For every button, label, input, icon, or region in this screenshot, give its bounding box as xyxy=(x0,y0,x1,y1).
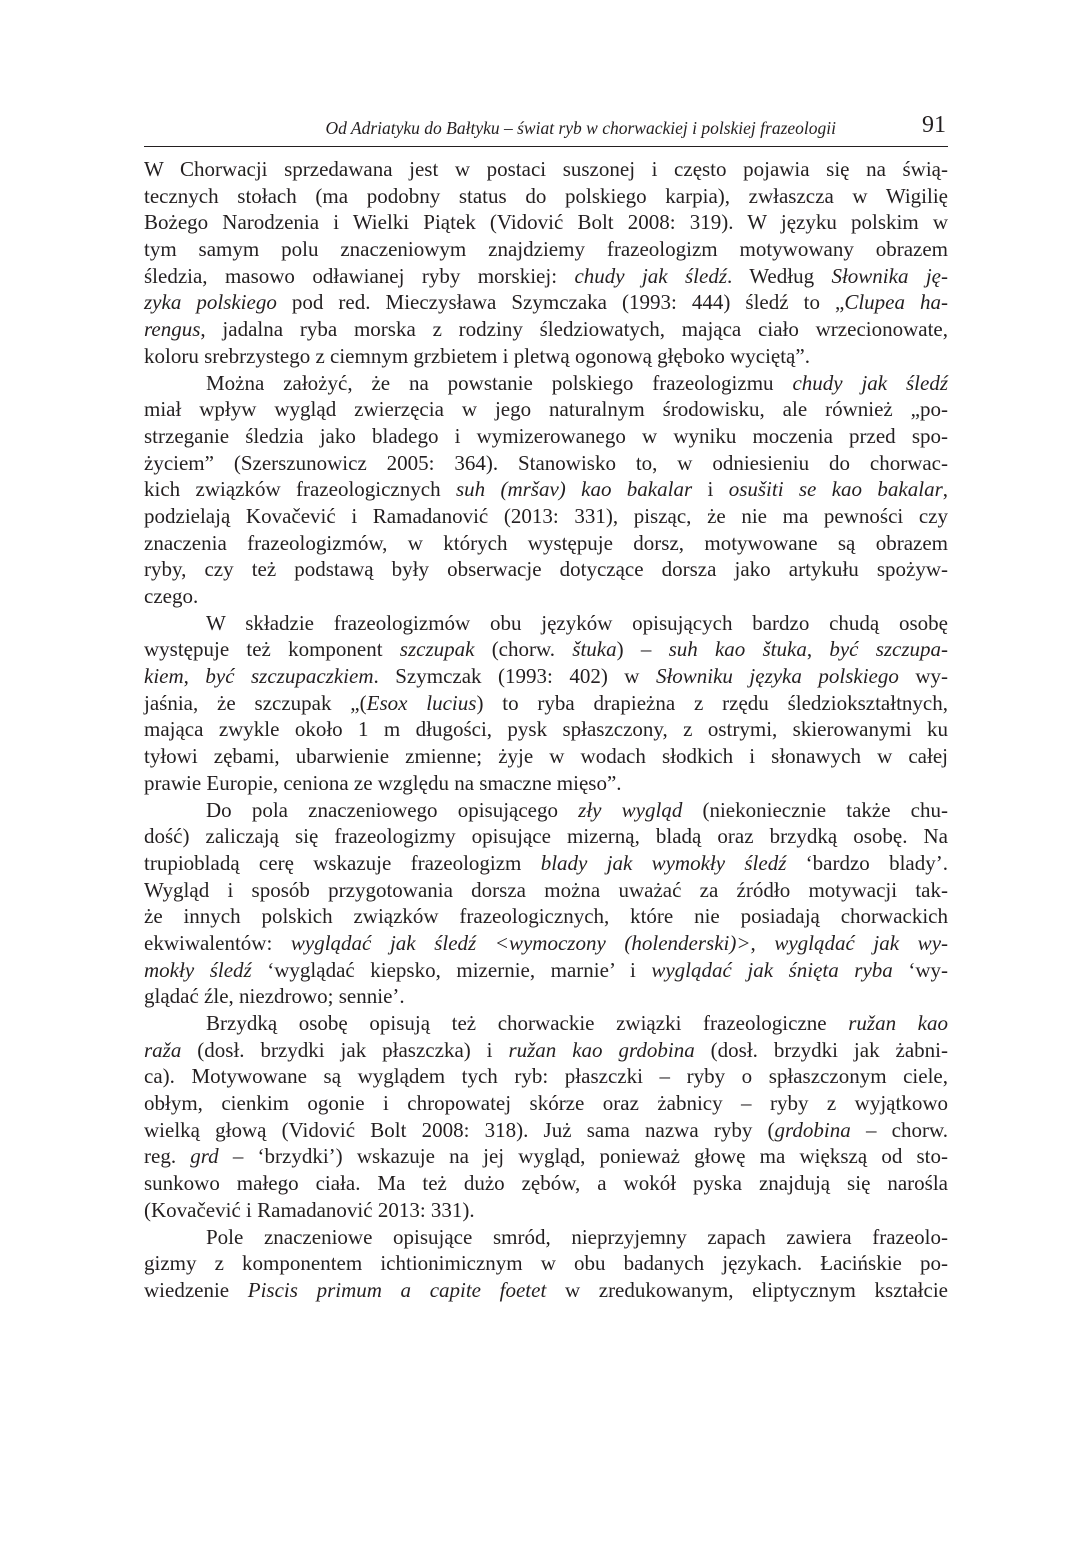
text-run: Bożego Narodzenia i Wielki Piątek (Vidović Bolt 2008: 319). W języku polskim w xyxy=(144,210,948,235)
text-run: życiem” (Szerszunowicz 2005: 364). Stanowisko to, w odniesieniu do chorwac- xyxy=(144,450,948,475)
text-run: wiedzenie xyxy=(144,1277,248,1302)
text-line xyxy=(144,797,948,824)
paragraph xyxy=(144,797,948,1011)
text-line xyxy=(144,983,948,1010)
text-line xyxy=(144,663,948,690)
text-line xyxy=(144,1037,948,1064)
italic-term: osušiti se kao bakalar xyxy=(728,477,943,502)
text-run: (dosł. brzydki jak płaszczka) i xyxy=(181,1037,509,1062)
text-run: Brzydką osobę opisują też chorwackie związki frazeologiczne xyxy=(206,1011,849,1035)
text-line xyxy=(144,770,948,797)
text-line xyxy=(144,396,948,423)
text-run: W składzie frazeologizmów obu języków opisujących bardzo chudą osobę xyxy=(206,610,948,635)
text-run: ‘wy- xyxy=(892,957,948,982)
italic-term: kiem xyxy=(144,664,184,689)
italic-term: Esox lucius xyxy=(366,690,477,715)
text-run: (chorw. xyxy=(474,637,573,662)
italic-term: zły wygląd xyxy=(578,797,683,822)
text-line xyxy=(144,1090,948,1117)
text-run: , xyxy=(183,664,206,689)
italic-term: suh (mršav) kao bakalar xyxy=(455,477,693,502)
text-run: tecznych stołach (ma podobny status do polskiego karpia), zwłaszcza w Wigilię xyxy=(144,183,948,208)
text-line xyxy=(144,236,948,263)
text-run: Można założyć, że na powstanie polskiego frazeologizmu xyxy=(206,370,793,395)
paragraph xyxy=(144,370,948,610)
text-run: koloru srebrzystego z ciemnym grzbietem i pletwą ogonową głęboko wyciętą”. xyxy=(144,343,810,368)
text-run: , xyxy=(942,477,948,502)
italic-term: szczupak xyxy=(399,637,475,662)
text-run: – chorw. xyxy=(850,1117,948,1142)
text-run: dość) zaliczają się frazeologizmy opisujące mizerną, bladą oraz brzydką osobę. Na xyxy=(144,824,948,849)
italic-term: ružan kao xyxy=(848,1011,948,1035)
text-line xyxy=(144,877,948,904)
text-line xyxy=(144,743,948,770)
text-line xyxy=(144,183,948,210)
text-line xyxy=(144,1143,948,1170)
text-line xyxy=(144,1170,948,1197)
running-header xyxy=(144,112,948,147)
text-line xyxy=(144,530,948,557)
running-title: Od Adriatyku do Bałtyku – świat ryb w chorwackiej i polskiej frazeologii xyxy=(325,118,836,138)
italic-term: rengus xyxy=(144,317,201,342)
text-run: ‘wyglądać kiepsko, mizernie, marnie’ i xyxy=(251,957,652,982)
text-run: podzielają Kovačević i Ramadanović (2013: 331), pisząc, że nie ma pewności czy xyxy=(144,503,948,528)
text-line xyxy=(144,1063,948,1090)
text-run: , xyxy=(750,930,775,955)
text-run: ) – xyxy=(616,637,669,662)
italic-term: grdobina xyxy=(774,1117,851,1142)
italic-term: blady jak wymokły śledź xyxy=(540,850,787,875)
italic-term: Słowniku języka polskiego xyxy=(655,664,899,689)
text-run: obłym, cienkim ogonie i chropowatej skórze oraz żabnicy – ryby z wyjątkowo xyxy=(144,1091,948,1116)
paragraph xyxy=(144,610,948,797)
italic-term: Słownika ję- xyxy=(831,263,949,288)
italic-term: wyglądać jak śledź <wymoczony (holenderski)> xyxy=(290,930,751,955)
text-run: czego. xyxy=(144,584,199,608)
paragraph xyxy=(144,156,948,370)
italic-term: być szczupaczkiem xyxy=(205,664,374,689)
text-line xyxy=(144,156,948,183)
text-run: śledzia, masowo odławianej ryby morskiej: xyxy=(144,263,575,288)
text-line xyxy=(144,503,948,530)
text-run: Wygląd i sposób przygotowania dorsza można uważać za źródło motywacji tak- xyxy=(144,877,948,902)
text-run: glądać źle, niezdrowo; sennie’. xyxy=(144,984,405,1009)
text-run: strzeganie śledzia jako bladego i wymizerowanego w wyniku moczenia przed spo- xyxy=(144,423,948,448)
text-run: sunkowo małego ciała. Ma też dużo zębów, a wokół pyska znajdują się narośla xyxy=(144,1171,948,1196)
text-run: ‘bardzo blady’. xyxy=(786,850,948,875)
text-line xyxy=(144,610,948,637)
text-run: ryby, czy też podstawą były obserwacje dotyczące dorsza jako artykułu spożyw- xyxy=(144,557,948,582)
text-line xyxy=(144,1197,948,1224)
text-run: kich związków frazeologicznych xyxy=(144,477,456,502)
text-run: reg. xyxy=(144,1144,191,1169)
text-line xyxy=(144,823,948,850)
text-run: – ‘brzydki’) wskazuje na jej wygląd, ponieważ głowę ma większą od sto- xyxy=(218,1144,948,1169)
italic-term: być szczupa- xyxy=(829,637,949,662)
text-line xyxy=(144,556,948,583)
body-text xyxy=(144,156,948,1304)
italic-term: ružan kao grdobina xyxy=(508,1037,695,1062)
text-line xyxy=(144,850,948,877)
text-line xyxy=(144,476,948,503)
text-run: Do pola znaczeniowego opisującego xyxy=(206,797,579,822)
text-line xyxy=(144,316,948,343)
text-line xyxy=(144,450,948,477)
italic-term: Piscis primum a capite foetet xyxy=(247,1277,547,1302)
text-run: wielką głową (Vidović Bolt 2008: 318). Już sama nazwa ryby ( xyxy=(144,1117,775,1142)
text-line xyxy=(144,343,948,370)
text-run: tyłowi zębami, ubarwienie zmienne; żyje w wodach słodkich i słonawych w całej xyxy=(144,744,948,769)
text-run: wy- xyxy=(898,664,948,689)
text-run: Pole znaczeniowe opisujące smród, nieprzyjemny zapach zawiera frazeolo- xyxy=(206,1224,948,1249)
italic-term: zyka polskiego xyxy=(144,290,277,315)
text-run: tym samym polu znaczeniowym znajdziemy frazeologizm motywowany obrazem xyxy=(144,237,948,262)
text-run: ) to ryba drapieżna z rzędu śledziokształtnych, xyxy=(476,690,948,715)
text-run: . Według xyxy=(727,263,832,288)
text-line xyxy=(144,1224,948,1251)
text-run: występuje też komponent xyxy=(144,637,400,662)
italic-term: chudy jak śledź xyxy=(574,263,728,288)
italic-term: Clupea ha- xyxy=(844,290,949,315)
text-line xyxy=(144,1010,948,1037)
italic-term: raža xyxy=(144,1037,182,1062)
text-run: że innych polskich związków frazeologicznych, które nie posiadają chorwackich xyxy=(144,904,948,929)
text-line xyxy=(144,209,948,236)
text-run: pod red. Mieczysława Szymczaka (1993: 444) śledź to „ xyxy=(276,290,845,315)
text-run: (dosł. brzydki jak żabni- xyxy=(694,1037,948,1062)
text-line xyxy=(144,716,948,743)
italic-term: suh kao štuka xyxy=(668,637,807,662)
page-number: 91 xyxy=(922,112,946,138)
text-line xyxy=(144,957,948,984)
text-line xyxy=(144,263,948,290)
italic-term: mokły śledź xyxy=(144,957,252,982)
text-line xyxy=(144,423,948,450)
text-line xyxy=(144,370,948,397)
text-run: , xyxy=(806,637,830,662)
text-run: . Szymczak (1993: 402) w xyxy=(373,664,656,689)
text-run: , jadalna ryba morska z rodziny śledziowatych, mająca ciało wrzecionowate, xyxy=(200,317,948,342)
text-run: mająca zwykle około 1 m długości, pysk spłaszczony, z ostrymi, skierowanymi ku xyxy=(144,717,948,742)
italic-term: wyglądać jak śnięta ryba xyxy=(651,957,893,982)
text-line xyxy=(144,930,948,957)
text-line xyxy=(144,1277,948,1304)
text-run: trupiobladą cerę wskazuje frazeologizm xyxy=(144,850,541,875)
italic-term: chudy jak śledź xyxy=(792,370,949,395)
text-run: W Chorwacji sprzedawana jest w postaci suszonej i często pojawia się na świą- xyxy=(144,157,948,181)
text-line xyxy=(144,1117,948,1144)
text-line xyxy=(144,1250,948,1277)
text-line xyxy=(144,289,948,316)
text-run: ekwiwalentów: xyxy=(144,930,291,955)
text-run: (Kovačević i Ramadanović 2013: 331). xyxy=(144,1197,475,1222)
text-line xyxy=(144,903,948,930)
text-run: jaśnia, że szczupak „( xyxy=(144,690,367,715)
text-run: ca). Motywowane są wyglądem tych ryb: płaszczki – ryby o spłaszczonym ciele, xyxy=(144,1064,948,1089)
text-line xyxy=(144,690,948,717)
italic-term: štuka xyxy=(572,637,617,662)
text-run: znaczenia frazeologizmów, w których występuje dorsz, motywowane są obrazem xyxy=(144,530,948,555)
text-run: i xyxy=(692,477,729,502)
italic-term: grd xyxy=(190,1144,219,1169)
italic-term: wyglądać jak wy- xyxy=(774,930,949,955)
paragraph xyxy=(144,1010,948,1224)
text-line xyxy=(144,636,948,663)
text-run: gizmy z komponentem ichtionimicznym w obu badanych językach. Łacińskie po- xyxy=(144,1251,948,1276)
text-line xyxy=(144,583,948,610)
text-run: miał wpływ wygląd zwierzęcia w jego naturalnym środowisku, ale również „po- xyxy=(144,397,948,422)
paragraph xyxy=(144,1224,948,1304)
text-run: (niekoniecznie także chu- xyxy=(682,797,948,822)
text-run: prawie Europie, ceniona ze względu na smaczne mięso”. xyxy=(144,770,622,795)
text-run: w zredukowanym, eliptycznym kształcie xyxy=(546,1277,948,1302)
